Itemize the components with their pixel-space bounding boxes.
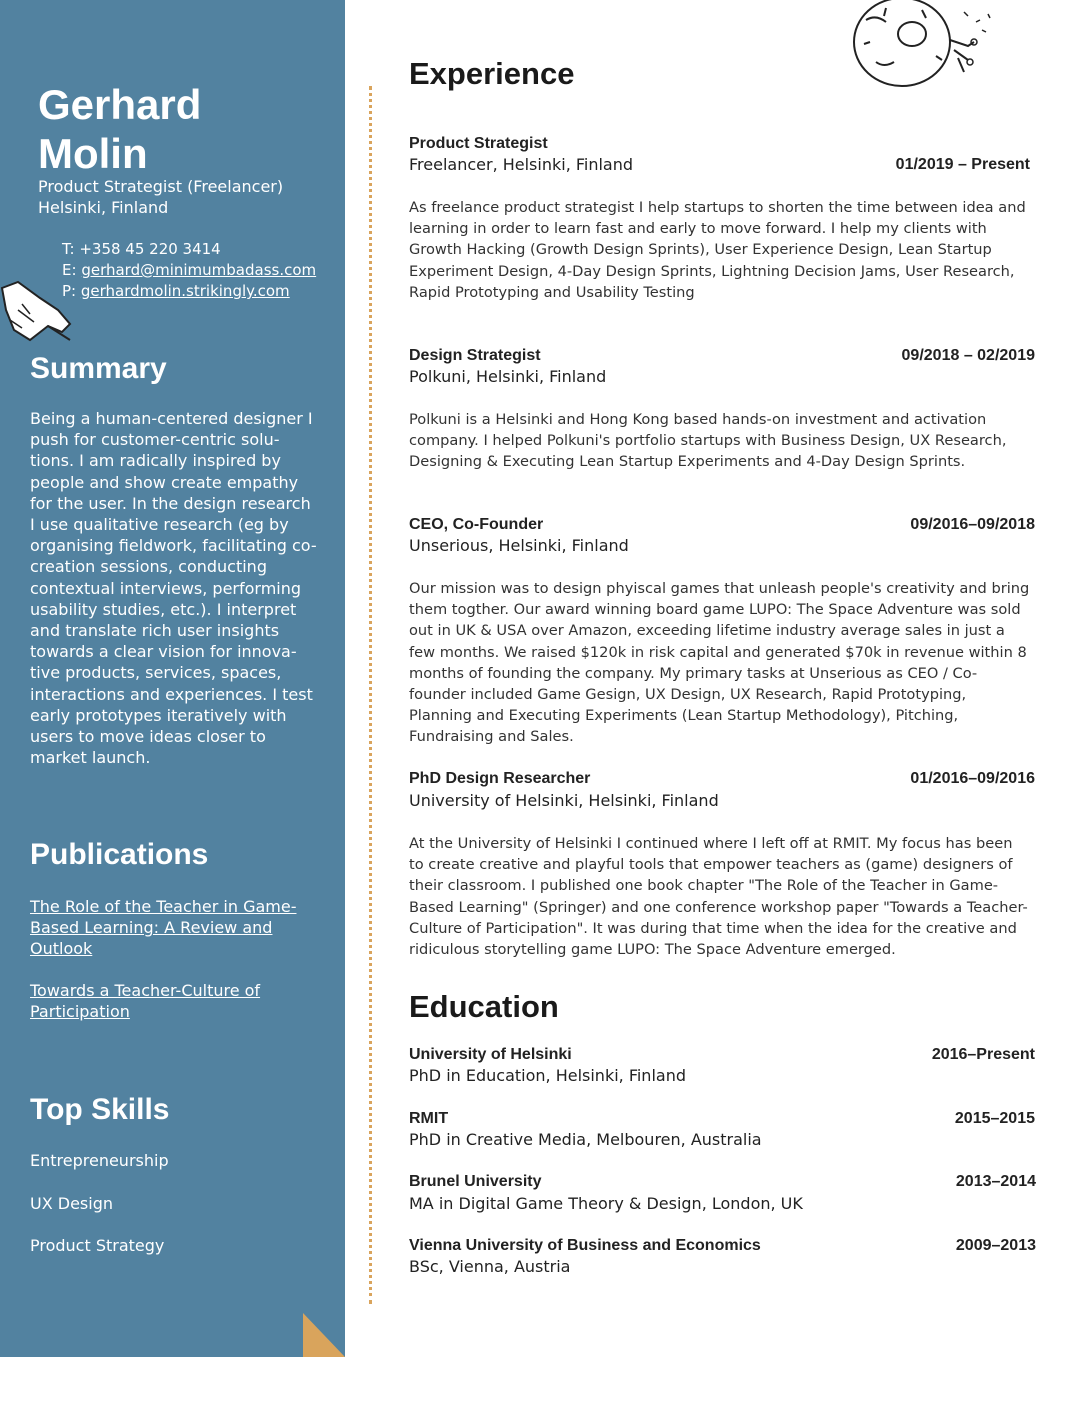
job-date: 01/2019 – Present: [895, 156, 1030, 173]
job-org: Unserious, Helsinki, Finland: [409, 536, 629, 555]
job-desc: As freelance product strategist I help startups to shorten the time between idea and learning in order to learn fast and early to move forward. I help my clients with Growth Hacking (Growth Design Sprints), User Experience Design, Lean Startup Experiment Design, 4-Day Design Sprints, Lightning Decision Jams, User Research, Rapid Prototyping and Usability Testing: [409, 199, 1026, 301]
education-heading: Education: [409, 989, 559, 1024]
dotted-divider: [369, 86, 372, 1304]
skills-heading: Top Skills: [30, 1093, 170, 1126]
profile-role: Product Strategist (Freelancer): [38, 177, 284, 196]
education-date: 2016–Present: [931, 1046, 1035, 1063]
email-prefix: E:: [62, 261, 82, 279]
experience-heading: Experience: [409, 56, 575, 91]
publication-link[interactable]: Towards a Teacher-Culture of Participation: [30, 981, 261, 1022]
school-name: Brunel University: [409, 1173, 542, 1190]
degree: PhD in Education, Helsinki, Finland: [409, 1066, 686, 1085]
contact-phone: T: +358 45 220 3414: [62, 240, 221, 258]
education-date: 2015–2015: [954, 1110, 1035, 1127]
summary-heading: Summary: [30, 352, 167, 385]
email-link[interactable]: gerhard@minimumbadass.com: [81, 261, 317, 279]
page-fold-corner: [303, 1313, 345, 1357]
job-title: Design Strategist: [409, 347, 541, 364]
degree: PhD in Creative Media, Melbouren, Australia: [409, 1130, 762, 1149]
donut-doodle-icon: [846, 0, 996, 100]
job-date: 09/2016–09/2018: [910, 516, 1035, 533]
job-org: Polkuni, Helsinki, Finland: [409, 367, 607, 386]
contact-web-row: [62, 281, 290, 302]
job-date: 09/2018 – 02/2019: [901, 347, 1035, 364]
profile-name: [38, 80, 201, 178]
job-title: CEO, Co-Founder: [409, 516, 544, 533]
degree: MA in Digital Game Theory & Design, London, UK: [409, 1194, 803, 1213]
sidebar: [0, 0, 345, 1357]
profile-location: Helsinki, Finland: [38, 198, 169, 217]
job-desc: At the University of Helsinki I continued where I left off at RMIT. My focus has been to create creative and playful tools that empower teachers as (game) designers of their classroom. I published one book chapter "The Role of the Teacher in Game- Based Learning" (Springer) and one conference workshop paper "Towards a Teacher-Culture of Participation". It was during that time when the idea for the creative and ridiculous storytelling game LUPO: The Space Adventure emerged.: [409, 835, 1028, 959]
job-title: PhD Design Researcher: [409, 770, 591, 787]
summary-text: Being a human-centered designer I push for customer-centric solu- tions. I am radically inspired by people and show create empathy for the user. In the design research I use qualitative research (eg by organising fieldwork, facilitating co-creation sessions, conducting contextual interviews, performing usability studies, etc.). I interpret and translate rich user insights towards a clear vision for innova- tive products, services, spaces, interactions and experiences. I test early prototypes iteratively with users to move ideas closer to market launch.: [30, 409, 317, 768]
name-last: Molin: [38, 130, 148, 177]
skill-item: UX Design: [30, 1194, 113, 1213]
publication-link[interactable]: The Role of the Teacher in Game-Based Learning: A Review and Outlook: [30, 897, 297, 959]
job-desc: Our mission was to design phyiscal games that unleash people's creativity and bring them togther. Our award winning board game LUPO: The Space Adventure was sold out in UK & USA over Amazon, exceeding lifetime industry average sales in just a few months. We raised $120k in risk capital and generated $70k in revenue within 8 months of founding the company. My primary tasks at Unserious as CEO / Co-founder included Game Gesign, UX Design, UX Research, Rapid Prototyping, Planning and Executing Experiments (Lean Startup Methodology), Pitching, Fundraising and Sales.: [409, 580, 1030, 746]
job-org: Freelancer, Helsinki, Finland: [409, 155, 634, 174]
job-date: 01/2016–09/2016: [910, 770, 1035, 787]
web-link[interactable]: gerhardmolin.strikingly.com: [80, 282, 290, 300]
school-name: University of Helsinki: [409, 1046, 572, 1063]
foam-hand-icon: [0, 280, 80, 350]
skill-item: Product Strategy: [30, 1236, 165, 1255]
publications-heading: Publications: [30, 838, 209, 871]
name-first: Gerhard: [38, 81, 202, 128]
job-desc: Polkuni is a Helsinki and Hong Kong based hands-on investment and activation company. I helped Polkuni's portfolio startups with Business Design, UX Research, Designing & Executing Lean Startup Experiments and 4-Day Design Sprints.: [409, 411, 1007, 471]
job-title: Product Strategist: [409, 135, 548, 152]
school-name: RMIT: [409, 1110, 449, 1127]
degree: BSc, Vienna, Austria: [409, 1257, 571, 1276]
education-date: 2013–2014: [955, 1173, 1036, 1190]
job-org: University of Helsinki, Helsinki, Finland: [409, 791, 719, 810]
web-prefix: P:: [62, 282, 81, 300]
skill-item: Entrepreneurship: [30, 1151, 169, 1170]
school-name: Vienna University of Business and Economics: [409, 1237, 761, 1254]
contact-email-row: [62, 260, 316, 281]
education-date: 2009–2013: [955, 1237, 1036, 1254]
